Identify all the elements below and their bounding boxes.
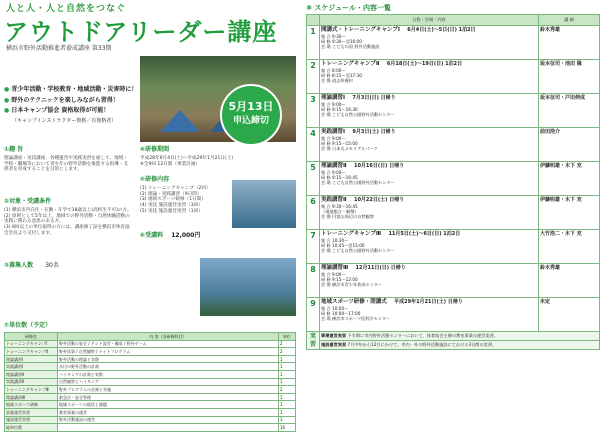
purpose-text: 理論講座・実技講座、各種運営や実践実習を通して、地域・学校・職場等において青少年の野外活動を推進する指導・支援者を育成することを目的とします。 bbox=[4, 156, 129, 173]
session-line: 研 修 9:15〜15:00 bbox=[321, 141, 358, 147]
feature-item: ● 野外のテクニックを楽しみながら習得！ bbox=[4, 96, 119, 104]
session-number: 3 bbox=[307, 94, 320, 128]
feature-item: ● 日本キャンプ協会 資格取得が可能！ bbox=[4, 107, 110, 114]
session-name: 理論講習Ⅰ bbox=[321, 95, 346, 101]
session-line: 会 場 こども自然公園野外活動センター bbox=[321, 180, 395, 186]
section-heading: ②対象・受講条件 bbox=[4, 198, 52, 205]
session-name: 理論講習Ⅱ bbox=[321, 163, 347, 169]
session-details bbox=[320, 26, 539, 60]
canoe-photo bbox=[200, 258, 296, 316]
session-number: 2 bbox=[307, 60, 320, 94]
lecturer: 伊藤明雄・木下 充 bbox=[539, 162, 600, 196]
schedule-row bbox=[307, 230, 600, 264]
lecturer: 鈴木秀雄 bbox=[539, 26, 600, 60]
session-line: 研 修 9:15〜12:00 bbox=[321, 277, 358, 283]
section-heading: ⑦単位数（予定） bbox=[4, 322, 52, 329]
tent-shape bbox=[160, 110, 200, 132]
lecturer: 伊藤明雄・木下 充 bbox=[539, 196, 600, 230]
session-name: 実践講習Ⅱ bbox=[321, 197, 347, 203]
session-details bbox=[320, 128, 539, 162]
table-row: 実践講習Ⅱ 自然観察とハイキング 1 bbox=[5, 378, 296, 386]
session-name: トレーニングキャンプⅢ bbox=[321, 231, 382, 237]
table-row: 理論講習Ⅲ 救急法・安全管理 1 bbox=[5, 393, 296, 401]
session-line: 集 合 9:00〜 bbox=[321, 135, 346, 141]
session-line: 会 場 横浜市スポーツ医科学センター bbox=[321, 316, 391, 322]
section-heading: ③募集人数 30名 bbox=[4, 262, 59, 269]
table-row: 事業運営実習 教室事業の運営 1 bbox=[5, 408, 296, 416]
deadline-badge: 5月13日 申込締切 bbox=[220, 84, 282, 146]
lecturer: 坂本征司・池田 隆 bbox=[539, 60, 600, 94]
schedule-row bbox=[307, 196, 600, 230]
session-line: 集 合 8:00〜 bbox=[321, 67, 346, 73]
schedule-row bbox=[307, 94, 600, 128]
session-details bbox=[320, 230, 539, 264]
session-details bbox=[320, 162, 539, 196]
session-details bbox=[320, 60, 539, 94]
session-date: 6月4日(土)～5日(日) 1泊2日 bbox=[407, 27, 476, 33]
schedule-row bbox=[307, 26, 600, 60]
session-details bbox=[320, 196, 539, 230]
feature-note: （キャンプインストラクター資格／有資格者） bbox=[12, 117, 117, 124]
session-date: 12月11日(日) 日帰り bbox=[355, 265, 406, 271]
schedule-table: 日程・会場・内容 講 師 1 開講式・トレーニングキャンプⅠ 6月4日(土)～5日(日) 1泊2日 集 合 9:30〜 研 修 9:30〜翌16:00 会 場 こどもの国 野外活動施設 鈴木秀雄 2 トレーニングキャンプⅡ 6月18日(土)～19日(日) 1泊2日 集 合 8:00〜 研 修 8:15〜翌17:30 会 場 道志休養村 坂本征司・池田 隆 3 理論講習Ⅰ 7月3日(日) 日帰り 集 合 9:00〜 研 修 9:15〜16:30 会 場 こども自然公園野外活動センター 坂本征司・戸田伸成 4 実践講習Ⅰ 9月3日(土) 日帰り 集 合 9:00〜 研 修 9:15〜15:00 会 場 日本丸メモリアルパーク 前田浩介 5 理論講習Ⅱ 10月16日(日) 日帰り 集 合 9:00〜 研 修 9:15〜16:45 会 場 こども自然公園野外活動センター 伊藤明雄・木下 充 6 実践講習Ⅱ 10月22日(土) 日帰り 集 合 9:30〜16:45 （現地集合・解散） 会 場 円覚山周辺の自然観察 伊藤明雄・木下 充 7 トレーニングキャンプⅢ 11月5日(土)～6日(日) 1泊2日 集 合 10:30〜 研 修 10:45〜翌15:00 会 場 こども自然公園野外活動センター 大竹浩二・木下 充 8 理論講習Ⅲ 12月11日(日) 日帰り 集 合 9:00〜 研 修 9:15〜12:00 会 場 横浜市青少年育成センター 鈴木秀雄 9 地域スポーツ研修・閉講式 平成29年1月21日(土) 日帰り 集 合 10:00〜 研 修 10:00〜17:00 会 場 横浜市スポーツ医科学センター 未定 実習 事業運営実習 下半期に市内野外活動センターにおいて、体育協会主催の教室事業の運営実習。 施設運営実習 7月中旬から12月にかけて、市内・外の野外活動施設にておける3日間の実習。 bbox=[306, 14, 600, 350]
feature-item: ● 青少年活動・学校教育・地域活動・災害時に！ bbox=[4, 86, 138, 93]
table-row: 総単位数 16 bbox=[5, 424, 296, 432]
session-line: 集 合 10:00〜 bbox=[321, 305, 349, 311]
lecturer: 前田浩介 bbox=[539, 128, 600, 162]
lecturer: 未定 bbox=[539, 298, 600, 332]
section-heading: ①趣 旨 bbox=[4, 146, 24, 153]
right-column bbox=[304, 0, 600, 443]
session-date: 10月22日(土) 日帰り bbox=[353, 197, 405, 203]
table-row: トレーニングキャンプⅡ 野外炊事 / 自然観察 / ナイトプログラム 2 bbox=[5, 348, 296, 356]
session-number: 4 bbox=[307, 128, 320, 162]
session-line: 会 場 横浜市青少年育成センター bbox=[321, 282, 383, 288]
schedule-row bbox=[307, 128, 600, 162]
bullet-icon: ● bbox=[4, 86, 10, 93]
section-heading: ④研修期間 bbox=[140, 146, 170, 153]
session-line: 研 修 9:30〜翌16:00 bbox=[321, 39, 362, 45]
session-details bbox=[320, 264, 539, 298]
lecturer: 鈴木秀雄 bbox=[539, 264, 600, 298]
course-name: 横浜市野外活動推進者養成講座 第33期 bbox=[6, 45, 112, 52]
table-row: 施設運営実習 野外活動施設の運営 3 bbox=[5, 416, 296, 424]
session-line: 会 場 こどもの国 野外活動施設 bbox=[321, 44, 380, 50]
session-line: 研 修 9:15〜16:45 bbox=[321, 175, 358, 181]
lecturer: 大竹浩二・木下 充 bbox=[539, 230, 600, 264]
session-line: 会 場 道志休養村 bbox=[321, 78, 353, 84]
feature-list bbox=[4, 86, 138, 127]
session-name: トレーニングキャンプⅡ bbox=[321, 61, 380, 67]
session-line: （現地集合・解散） bbox=[321, 209, 359, 215]
session-name: 理論講習Ⅲ bbox=[321, 265, 349, 271]
session-line: 集 合 9:00〜 bbox=[321, 169, 346, 175]
table-row: 地域スポーツ研修 地域スポーツの現状と課題 1 bbox=[5, 401, 296, 409]
bullet-icon: ● bbox=[4, 96, 10, 104]
session-name: 地域スポーツ研修・閉講式 bbox=[321, 299, 387, 305]
schedule-title: ⑧ スケジュール・内容一覧 bbox=[306, 4, 391, 12]
session-date: 11月5日(土)～6日(日) 1泊2日 bbox=[388, 231, 461, 237]
table-row: トレーニングキャンプⅠ 野外活動の安全 / テント設営・撤収 / 野外ゲーム 2 bbox=[5, 340, 296, 348]
schedule-row bbox=[307, 162, 600, 196]
session-line: 研 修 10:00〜17:00 bbox=[321, 311, 361, 317]
camp-photo-small bbox=[232, 180, 296, 228]
session-number: 5 bbox=[307, 162, 320, 196]
period-text: 平成28年6月4日(土)～平成29年1月21日(土) ※全9回 12日間（事業計画） bbox=[140, 156, 234, 167]
content-list: (1) トレーニングキャンプ（2回） (2) 理論・実践講習（9日間） (3) 地域スポーツ研修（1日間） (4) 実技 施設運営実習（3回） (5) 実技 施設運営実習（1回） bbox=[140, 186, 211, 214]
section-heading: ⑥受講料 12,000円 bbox=[140, 232, 201, 239]
practice-row: 施設運営実習 7月中旬から12月にかけて、市内・外の野外活動施設にておける3日間の実習。 bbox=[307, 341, 600, 350]
session-number: 8 bbox=[307, 264, 320, 298]
session-line: 集 合 9:30〜16:45 bbox=[321, 203, 358, 209]
schedule-row bbox=[307, 264, 600, 298]
subtitle: 人と人・人と自然をつなぐ bbox=[6, 4, 127, 14]
session-line: 会 場 日本丸メモリアルパーク bbox=[321, 146, 378, 152]
session-line: 会 場 こども自然公園野外活動センター bbox=[321, 248, 395, 254]
eligibility-list: (1) 横浜市内在住・在勤・在学で18歳以上(高校生不可)の方。 (2) 原則として5年以上、地域での野外活動・自然体験活動の実践に関わる意思のある方。 (3) 8回以上の単位取得の方には、講座修了証を横浜市体育協会会長より交付します。 bbox=[4, 208, 132, 236]
session-date: 6月18日(土)～19日(日) 1泊2日 bbox=[386, 61, 463, 67]
section-heading: ⑤研修内容 bbox=[140, 176, 170, 183]
session-line: 集 合 9:30〜 bbox=[321, 33, 346, 39]
page-title: アウトドアリーダー講座 bbox=[4, 18, 278, 46]
session-line: 研 修 10:45〜翌15:00 bbox=[321, 243, 365, 249]
table-row: 理論講習Ⅰ 野外活動の理論と実際 1 bbox=[5, 355, 296, 363]
session-line: 会 場 円覚山周辺の自然観察 bbox=[321, 214, 374, 220]
schedule-row bbox=[307, 298, 600, 332]
session-number: 9 bbox=[307, 298, 320, 332]
table-row: 実践講習Ⅰ 水辺の野外活動の計画 1 bbox=[5, 363, 296, 371]
session-details bbox=[320, 298, 539, 332]
units-table: 研修会 内 容（各研修科目） 単位 トレーニングキャンプⅠ 野外活動の安全 / テント設営・撤収 / 野外ゲーム 2 トレーニングキャンプⅡ 野外炊事 / 自然観察 / ナイトプログラム 2 理論講習Ⅰ 野外活動の理論と実際 1 実践講習Ⅰ 水辺の野外活動の計画 1 理論講習Ⅱ ハイキングの計画と実際 1 実践講習Ⅱ 自然観察とハイキング 1 トレーニングキャンプⅢ 野外プログラムの企画と実施 2 理論講習Ⅲ 救急法・安全管理 1 地域スポーツ研修 地域スポーツの現状と課題 1 事業運営実習 教室事業の運営 1 施設運営実習 野外活動施設の運営 3 総単位数 16 bbox=[4, 332, 296, 432]
session-line: 研 修 9:15〜16:30 bbox=[321, 107, 358, 113]
table-row: トレーニングキャンプⅢ 野外プログラムの企画と実施 2 bbox=[5, 386, 296, 394]
session-line: 会 場 こども自然公園野外活動センター bbox=[321, 112, 395, 118]
session-number: 6 bbox=[307, 196, 320, 230]
session-date: 10月16日(日) 日帰り bbox=[353, 163, 405, 169]
lecturer: 坂本征司・戸田伸成 bbox=[539, 94, 600, 128]
session-number: 7 bbox=[307, 230, 320, 264]
table-row: 理論講習Ⅱ ハイキングの計画と実際 1 bbox=[5, 370, 296, 378]
schedule-row bbox=[307, 60, 600, 94]
session-number: 1 bbox=[307, 26, 320, 60]
session-line: 集 合 9:00〜 bbox=[321, 271, 346, 277]
session-date: 9月3日(土) 日帰り bbox=[352, 129, 396, 135]
session-date: 平成29年1月21日(土) 日帰り bbox=[394, 299, 463, 305]
session-name: 開講式・トレーニングキャンプⅠ bbox=[321, 27, 400, 33]
bullet-icon: ● bbox=[4, 107, 10, 114]
practice-row: 実習 事業運営実習 下半期に市内野外活動センターにおいて、体育協会主催の教室事業の運営実習。 bbox=[307, 332, 600, 341]
session-name: 実践講習Ⅰ bbox=[321, 129, 346, 135]
session-line: 集 合 9:00〜 bbox=[321, 101, 346, 107]
session-details bbox=[320, 94, 539, 128]
session-line: 集 合 10:30〜 bbox=[321, 237, 349, 243]
session-line: 研 修 8:15〜翌17:30 bbox=[321, 73, 362, 79]
session-date: 7月3日(日) 日帰り bbox=[352, 95, 396, 101]
